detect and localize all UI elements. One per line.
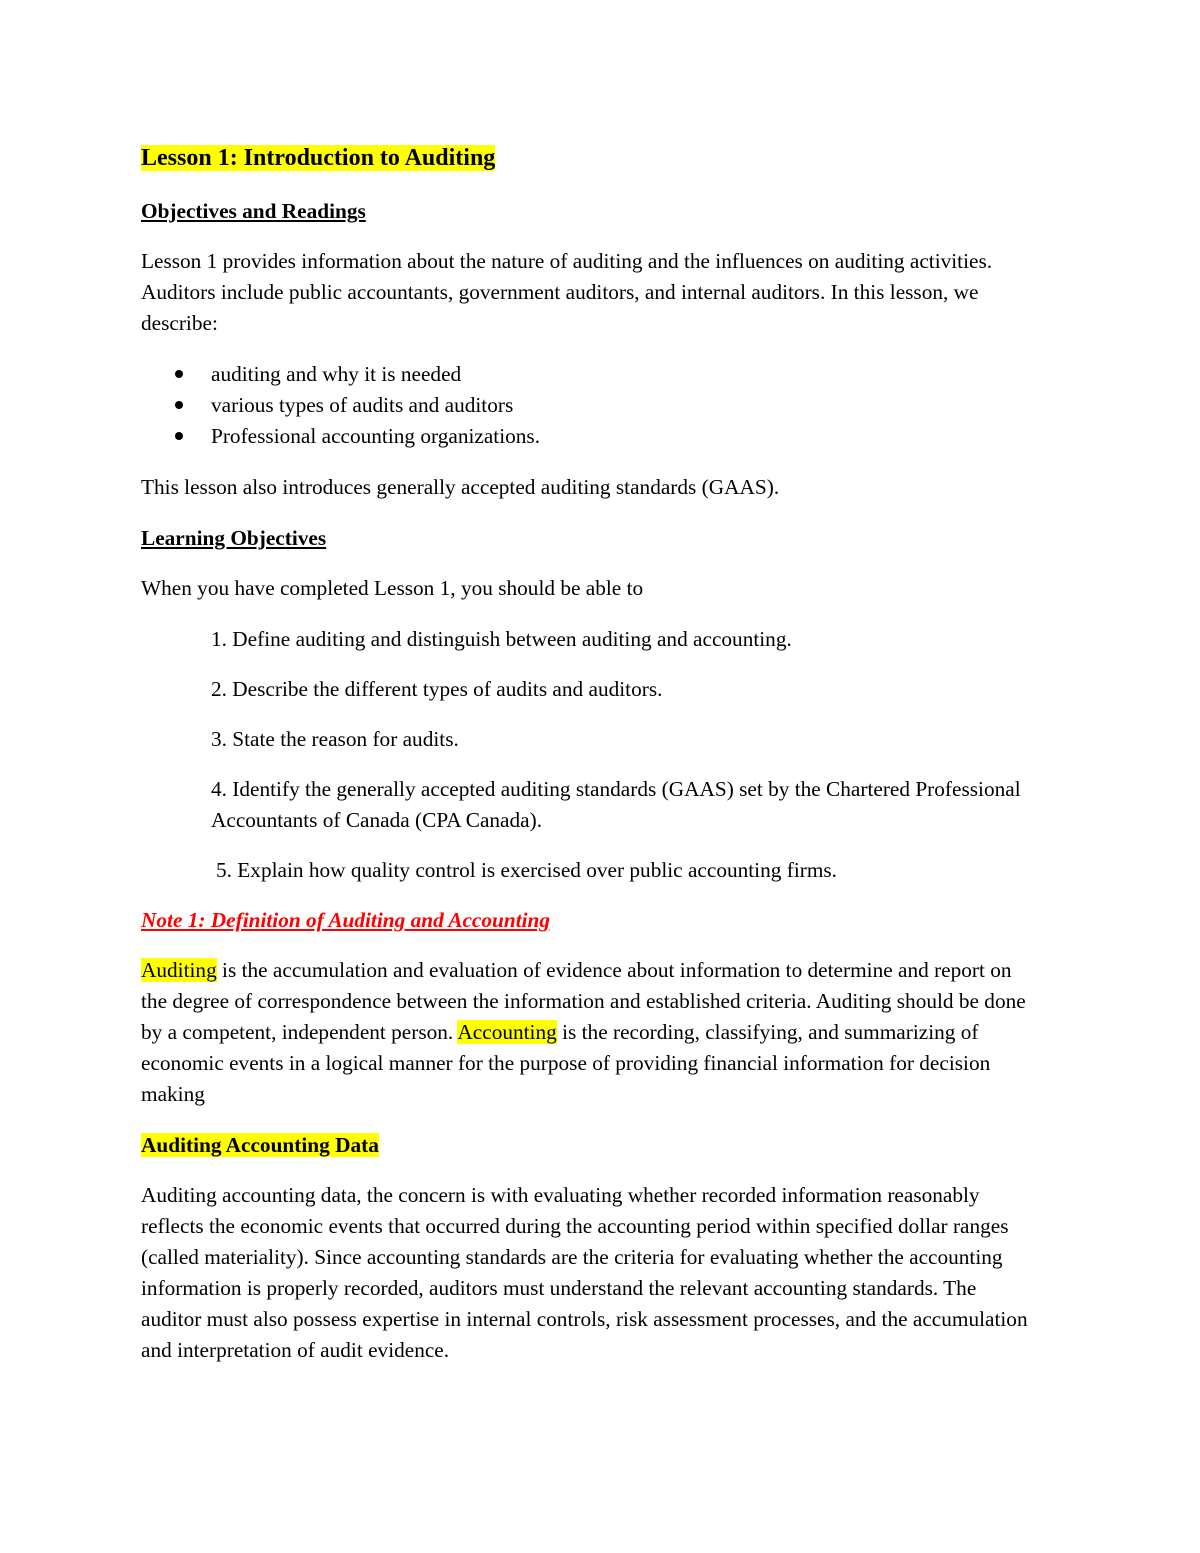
learning-objectives-heading: Learning Objectives (141, 526, 327, 550)
gaas-intro-paragraph: This lesson also introduces generally accepted auditing standards (GAAS). (141, 475, 780, 499)
auditing-term: Auditing (141, 958, 217, 982)
lesson-title-text: Lesson 1: Introduction to Auditing (141, 145, 496, 171)
learning-objectives-list (141, 624, 1041, 886)
bullet-icon (175, 401, 183, 409)
definition-paragraph (141, 955, 1041, 1110)
list-item-text: auditing and why it is needed (211, 362, 462, 386)
list-item (141, 390, 1041, 421)
list-item (141, 421, 1041, 452)
auditing-data-heading-text: Auditing Accounting Data (141, 1133, 379, 1157)
accounting-term: Accounting (457, 1020, 557, 1044)
list-item-text: Professional accounting organizations. (211, 424, 541, 448)
bullet-icon (175, 432, 183, 440)
auditing-data-heading (141, 1130, 1041, 1161)
auditing-data-paragraph: Auditing accounting data, the concern is with evaluating whether recorded information reasonably reflects the economic events that occurred during the accounting period within specified dollar ranges (called materiality). Since accounting standards are the criteria for evaluating whether the accounting information is properly recorded, auditors must understand the relevant accounting standards. The auditor must also possess expertise in internal controls, risk assessment processes, and the accumulation and interpretation of audit evidence. (141, 1183, 1028, 1362)
document-page (141, 140, 1041, 1386)
lesson-title (141, 140, 1041, 176)
objective-item: 5. Explain how quality control is exercised over public accounting firms. (216, 858, 837, 882)
objective-item: 2. Describe the different types of audits and auditors. (211, 677, 663, 701)
objective-item: 3. State the reason for audits. (211, 727, 459, 751)
note1-heading: Note 1: Definition of Auditing and Accounting (141, 908, 551, 932)
list-item-text: various types of audits and auditors (211, 393, 514, 417)
learning-objectives-intro: When you have completed Lesson 1, you should be able to (141, 576, 644, 600)
describe-list (141, 359, 1041, 452)
objective-item: 1. Define auditing and distinguish between auditing and accounting. (211, 627, 792, 651)
accounting-definition: is the recording, classifying, and summarizing of economic events in a logical manner for the purpose of providing financial information for decision making (141, 1020, 991, 1106)
list-item (141, 359, 1041, 390)
objective-item: 4. Identify the generally accepted auditing standards (GAAS) set by the Chartered Professional Accountants of Canada (CPA Canada). (211, 777, 1021, 832)
lesson-intro-paragraph: Lesson 1 provides information about the nature of auditing and the influences on auditing activities. Auditors include public accountants, government auditors, and internal auditors. In this lesson, we describe: (141, 249, 993, 335)
objectives-readings-heading: Objectives and Readings (141, 199, 366, 223)
auditing-definition: is the accumulation and evaluation of evidence about information to determine and report on the degree of correspondence between the information and established criteria. Auditing should be done by a competent, independent person. (141, 958, 1026, 1044)
bullet-icon (175, 370, 183, 378)
